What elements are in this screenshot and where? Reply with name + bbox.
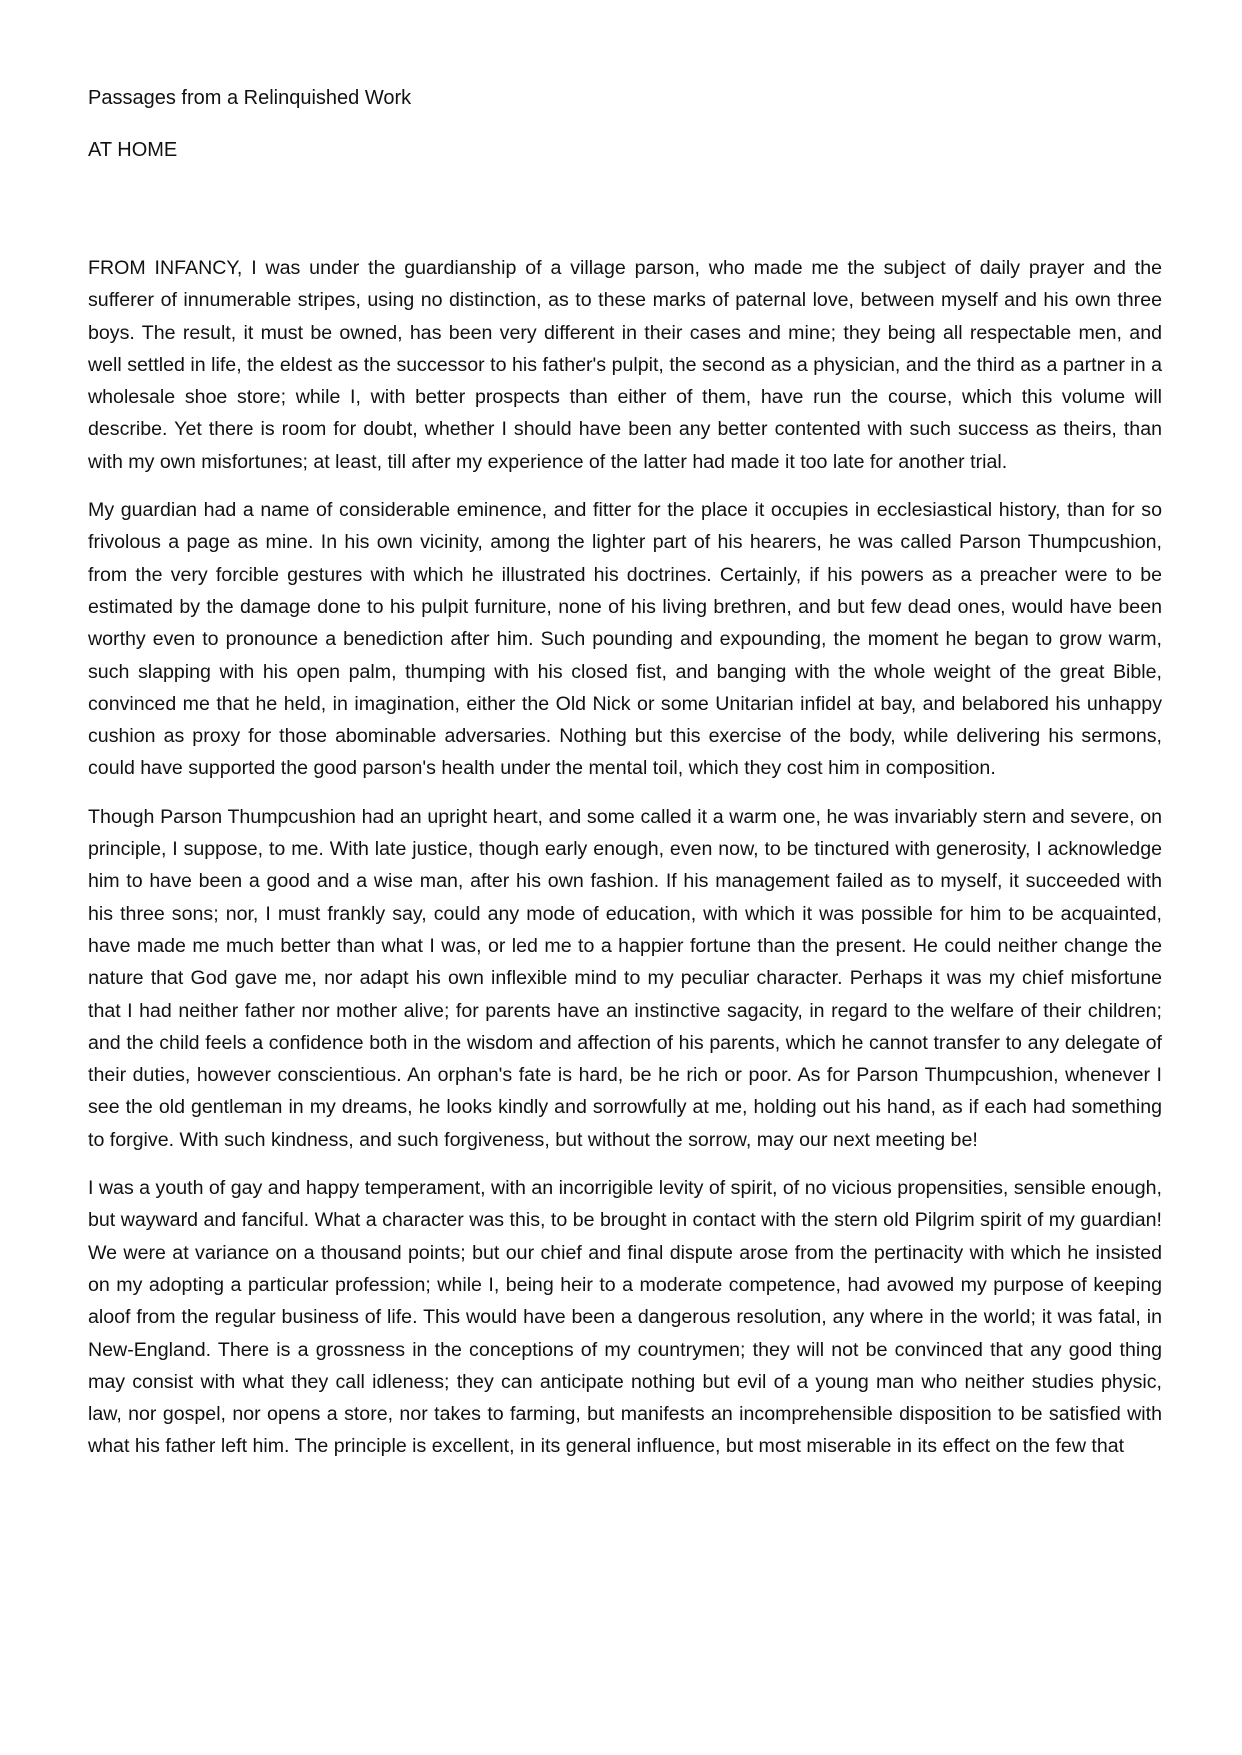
document-page — [88, 82, 1162, 1479]
paragraph: I was a youth of gay and happy temperament, with an incorrigible levity of spirit, of no vicious propensities, sensible enough, but wayward and fanciful. What a character was this, to be brought in contact with the stern old Pilgrim spirit of my guardian! We were at variance on a thousand points; but our chief and final dispute arose from the pertinacity with which he insisted on my adopting a particular profession; while I, being heir to a moderate competence, had avowed my purpose of keeping aloof from the regular business of life. This would have been a dangerous resolution, any where in the world; it was fatal, in New-England. There is a grossness in the conceptions of my countrymen; they will not be convinced that any good thing may consist with what they call idleness; they can anticipate nothing but evil of a young man who neither studies physic, law, nor gospel, nor opens a store, nor takes to farming, but manifests an incomprehensible disposition to be satisfied with what his father left him. The principle is excellent, in its general influence, but most miserable in its effect on the few that — [88, 1177, 1162, 1458]
body-text — [88, 252, 1162, 1463]
paragraph: My guardian had a name of considerable eminence, and fitter for the place it occupies in ecclesiastical history, than for so frivolous a page as mine. In his own vicinity, among the lighter part of his hearers, he was called Parson Thumpcushion, from the very forcible gestures with which he illustrated his doctrines. Certainly, if his powers as a preacher were to be estimated by the damage done to his pulpit furniture, none of his living brethren, and but few dead ones, would have been worthy even to pronounce a benediction after him. Such pounding and expounding, the moment he began to grow warm, such slapping with his open palm, thumping with his closed fist, and banging with the whole weight of the great Bible, convinced me that he held, in imagination, either the Old Nick or some Unitarian infidel at bay, and belabored his unhappy cushion as proxy for those abominable adversaries. Nothing but this exercise of the body, while delivering his sermons, could have supported the good parson's health under the mental toil, which they cost him in composition. — [88, 499, 1162, 780]
paragraph: Though Parson Thumpcushion had an upright heart, and some called it a warm one, he was invariably stern and severe, on principle, I suppose, to me. With late justice, though early enough, even now, to be tinctured with generosity, I acknowledge him to have been a good and a wise man, after his own fashion. If his management failed as to myself, it succeeded with his three sons; nor, I must frankly say, could any mode of education, with which it was possible for him to be acquainted, have made me much better than what I was, or led me to a happier fortune than the present. He could neither change the nature that God gave me, nor adapt his own inflexible mind to my peculiar character. Perhaps it was my chief misfortune that I had neither father nor mother alive; for parents have an instinctive sagacity, in regard to the welfare of their children; and the child feels a confidence both in the wisdom and affection of his parents, which he cannot transfer to any delegate of their duties, however conscientious. An orphan's fate is hard, be he rich or poor. As for Parson Thumpcushion, whenever I see the old gentleman in my dreams, he looks kindly and sorrowfully at me, holding out his hand, as if each had something to forgive. With such kindness, and such forgiveness, but without the sorrow, may our next meeting be! — [88, 805, 1162, 1151]
document-title: Passages from a Relinquished Work — [88, 87, 412, 109]
paragraph: FROM INFANCY, I was under the guardianship of a village parson, who made me the subject of daily prayer and the sufferer of innumerable stripes, using no distinction, as to these marks of paternal love, between myself and his own three boys. The result, it must be owned, has been very different in their cases and mine; they being all respectable men, and well settled in life, the eldest as the successor to his father's pulpit, the second as a physician, and the third as a partner in a wholesale shoe store; while I, with better prospects than either of them, have run the course, which this volume will describe. Yet there is room for doubt, whether I should have been any better contented with such success as theirs, than with my own misfortunes; at least, till after my experience of the latter had made it too late for another trial. — [88, 257, 1162, 473]
section-heading: AT HOME — [88, 139, 178, 161]
